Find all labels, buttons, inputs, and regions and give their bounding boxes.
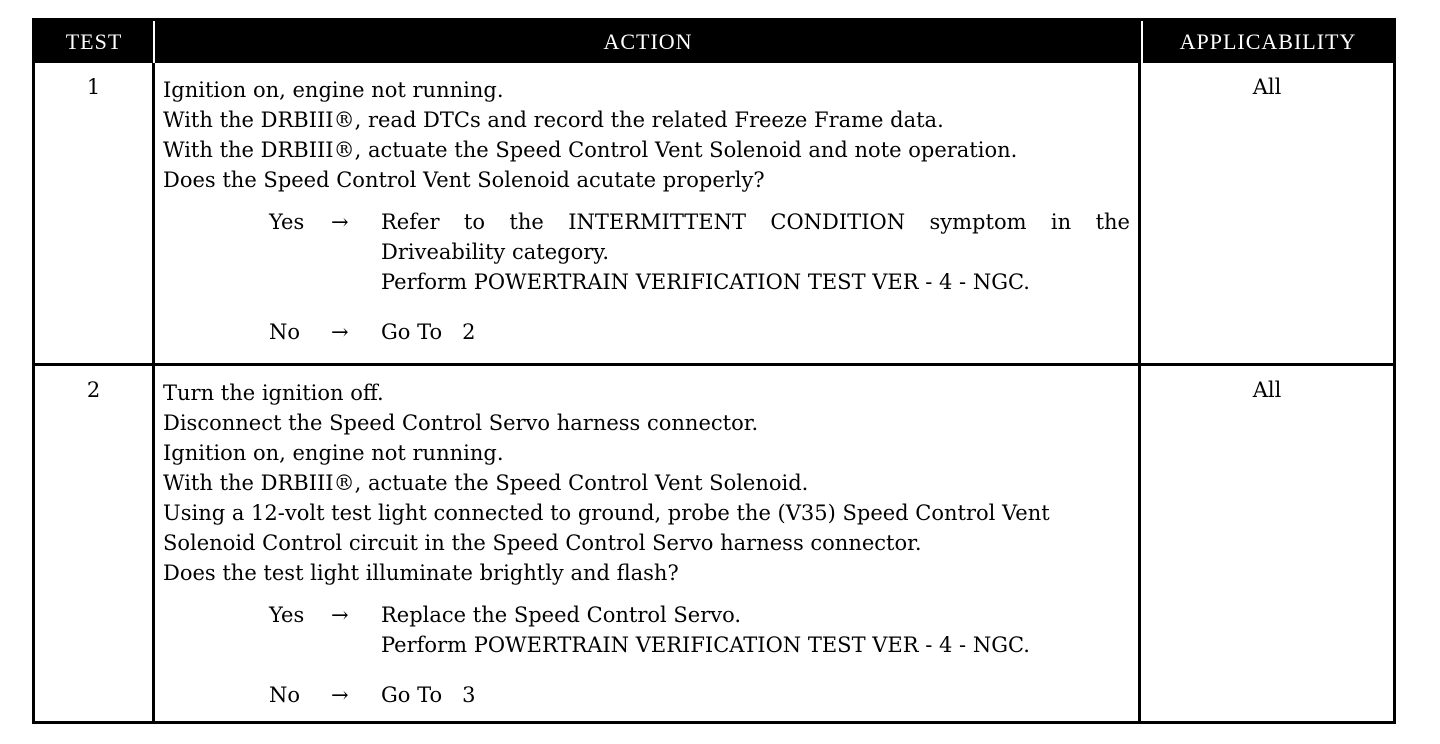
yes-label: Yes — [269, 210, 305, 234]
header-applicability: APPLICABILITY — [1141, 21, 1393, 63]
goto-text: Go To 2 — [381, 320, 476, 344]
outcome-line: Perform POWERTRAIN VERIFICATION TEST VER - 4 - NGC. — [381, 270, 1030, 294]
yes-answer — [163, 207, 1130, 297]
applicability-value: All — [1252, 75, 1282, 99]
action-cell — [155, 63, 1141, 363]
action-line: With the DRBIII®, actuate the Speed Control Vent Solenoid and note operation. — [163, 138, 1018, 162]
answer-block — [163, 207, 1130, 347]
outcome-line: Driveability category. — [381, 240, 609, 264]
no-label: No — [269, 683, 301, 707]
action-line: With the DRBIII®, read DTCs and record the related Freeze Frame data. — [163, 108, 944, 132]
goto-text: Go To 3 — [381, 683, 476, 707]
test-number: 2 — [35, 366, 155, 721]
no-answer — [163, 317, 1130, 347]
outcome-line: Perform POWERTRAIN VERIFICATION TEST VER - 4 - NGC. — [381, 633, 1030, 657]
answer-block — [163, 600, 1130, 710]
header-test: TEST — [35, 21, 155, 63]
yes-outcome — [381, 207, 1130, 297]
action-line: Ignition on, engine not running. — [163, 78, 504, 102]
action-line: Does the Speed Control Vent Solenoid acutate properly? — [163, 168, 765, 192]
right-arrow-icon: → — [331, 603, 349, 627]
diagnostic-test-table — [32, 18, 1396, 724]
right-arrow-icon: → — [331, 210, 349, 234]
table-row — [35, 363, 1393, 721]
action-cell — [155, 366, 1141, 721]
action-line: Disconnect the Speed Control Servo harness connector. — [163, 411, 759, 435]
right-arrow-icon: → — [331, 683, 349, 707]
applicability-value: All — [1252, 378, 1282, 402]
yes-label: Yes — [269, 603, 305, 627]
action-line: Does the test light illuminate brightly and flash? — [163, 561, 679, 585]
action-line: Using a 12-volt test light connected to ground, probe the (V35) Speed Control Vent — [163, 501, 1050, 525]
outcome-line: Replace the Speed Control Servo. — [381, 603, 742, 627]
table-row — [35, 63, 1393, 363]
header-action: ACTION — [603, 29, 693, 54]
yes-answer — [163, 600, 1130, 660]
action-line: With the DRBIII®, actuate the Speed Control Vent Solenoid. — [163, 471, 809, 495]
no-label: No — [269, 320, 301, 344]
right-arrow-icon: → — [331, 320, 349, 344]
action-line: Solenoid Control circuit in the Speed Control Servo harness connector. — [163, 531, 922, 555]
no-answer — [163, 680, 1130, 710]
action-line: Ignition on, engine not running. — [163, 441, 504, 465]
outcome-line: Refer to the INTERMITTENT CONDITION symptom in the — [381, 210, 1130, 234]
yes-outcome — [381, 600, 1130, 660]
action-line: Turn the ignition off. — [163, 381, 384, 405]
table-header — [35, 21, 1393, 63]
test-number: 1 — [35, 63, 155, 363]
